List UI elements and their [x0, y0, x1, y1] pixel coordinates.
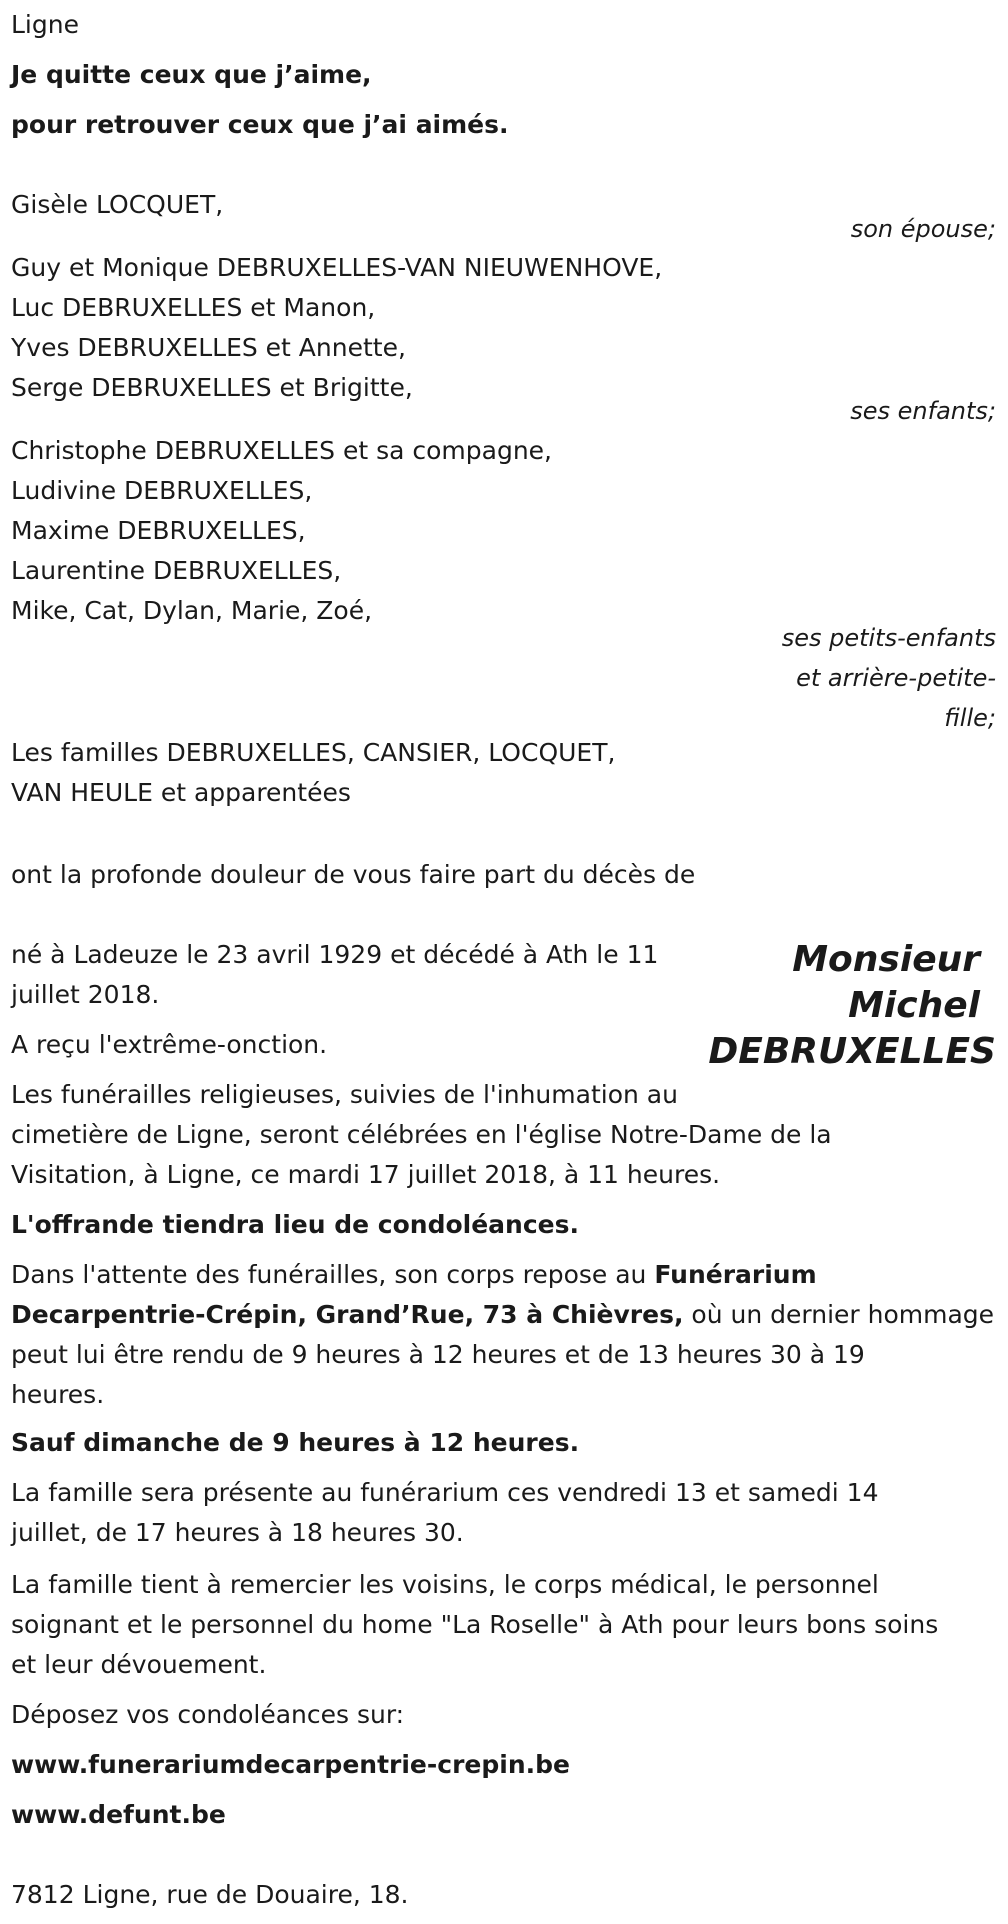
sunday-note: Sauf dimanche de 9 heures à 12 heures. — [11, 1428, 580, 1457]
children-block — [11, 248, 996, 425]
thanks-line: La famille tient à remercier les voisins, le corps médical, le personnel — [11, 1570, 879, 1599]
deceased-name — [696, 937, 996, 1075]
deceased-name-line: Monsieur — [792, 939, 980, 980]
child-line: Guy et Monique DEBRUXELLES-VAN NIEUWENHOVE, — [11, 253, 663, 282]
sacrament: A reçu l'extrême-onction. — [11, 1030, 328, 1059]
grandchild-line: Ludivine DEBRUXELLES, — [11, 476, 313, 505]
spouse-role: son épouse; — [850, 215, 996, 243]
funerarium-line: heures. — [11, 1380, 105, 1409]
deceased-name-line: DEBRUXELLES — [708, 1031, 996, 1072]
funerarium-block — [11, 1255, 996, 1415]
grandchildren-role-line: ses petits-enfants — [781, 624, 996, 652]
condolences-label: Déposez vos condoléances sur: — [11, 1700, 405, 1729]
funeral-line: Les funérailles religieuses, suivies de l'inhumation au — [11, 1080, 678, 1109]
announcement: ont la profonde douleur de vous faire part du décès de — [11, 860, 696, 889]
families-block — [11, 733, 996, 813]
funerarium-text: Dans l'attente des funérailles, son corps repose au — [11, 1260, 655, 1289]
families-line: Les familles DEBRUXELLES, CANSIER, LOCQUET, — [11, 738, 616, 767]
funerarium-text: où un dernier hommage — [683, 1300, 995, 1329]
birth-death-line: né à Ladeuze le 23 avril 1929 et décédé à Ath le 11 — [11, 940, 659, 969]
grandchildren-role-line: fille; — [944, 704, 996, 732]
thanks-block — [11, 1565, 996, 1685]
funerarium-address: Decarpentrie-Crépin, Grand’Rue, 73 à Chièvres, — [11, 1300, 684, 1329]
spouse-name: Gisèle LOCQUET, — [11, 190, 224, 219]
thanks-line: soignant et le personnel du home "La Roselle" à Ath pour leurs bons soins — [11, 1610, 939, 1639]
condolences-link-defunt[interactable]: www.defunt.be — [11, 1800, 226, 1829]
grandchild-line: Christophe DEBRUXELLES et sa compagne, — [11, 436, 552, 465]
children-role: ses enfants; — [850, 397, 996, 425]
thanks-line: et leur dévouement. — [11, 1650, 267, 1679]
address: 7812 Ligne, rue de Douaire, 18. — [11, 1880, 409, 1909]
funeral-line: cimetière de Ligne, seront célébrées en l'église Notre-Dame de la — [11, 1120, 832, 1149]
child-line: Yves DEBRUXELLES et Annette, — [11, 333, 406, 362]
family-presence-block — [11, 1473, 996, 1553]
condolences-link-funerarium[interactable]: www.funerariumdecarpentrie-crepin.be — [11, 1750, 570, 1779]
grandchildren-block — [11, 431, 996, 732]
funerarium-line: peut lui être rendu de 9 heures à 12 heures et de 13 heures 30 à 19 — [11, 1340, 865, 1369]
families-line: VAN HEULE et apparentées — [11, 778, 351, 807]
grandchildren-role — [782, 618, 996, 738]
family-presence-line: La famille sera présente au funérarium ces vendredi 13 et samedi 14 — [11, 1478, 879, 1507]
funerarium-line — [11, 1295, 996, 1335]
funeral-block — [11, 1075, 996, 1195]
offering-note: L'offrande tiendra lieu de condoléances. — [11, 1210, 579, 1239]
grandchild-line: Laurentine DEBRUXELLES, — [11, 556, 342, 585]
family-presence-line: juillet, de 17 heures à 18 heures 30. — [11, 1518, 464, 1547]
quote-line-2: pour retrouver ceux que j’ai aimés. — [11, 110, 509, 139]
spouse-block — [11, 185, 996, 243]
grandchildren-role-line: et arrière-petite- — [796, 664, 996, 692]
child-line: Luc DEBRUXELLES et Manon, — [11, 293, 376, 322]
child-line: Serge DEBRUXELLES et Brigitte, — [11, 373, 413, 402]
funerarium-line — [11, 1255, 996, 1295]
grandchild-line: Maxime DEBRUXELLES, — [11, 516, 306, 545]
deceased-name-line: Michel — [848, 985, 980, 1026]
birth-death-line: juillet 2018. — [11, 980, 160, 1009]
funeral-line: Visitation, à Ligne, ce mardi 17 juillet 2018, à 11 heures. — [11, 1160, 721, 1189]
quote-line-1: Je quitte ceux que j’aime, — [11, 60, 372, 89]
header-place: Ligne — [11, 10, 79, 39]
funerarium-name: Funérarium — [654, 1260, 817, 1289]
grandchild-line: Mike, Cat, Dylan, Marie, Zoé, — [11, 596, 373, 625]
deceased-block — [11, 935, 996, 1075]
